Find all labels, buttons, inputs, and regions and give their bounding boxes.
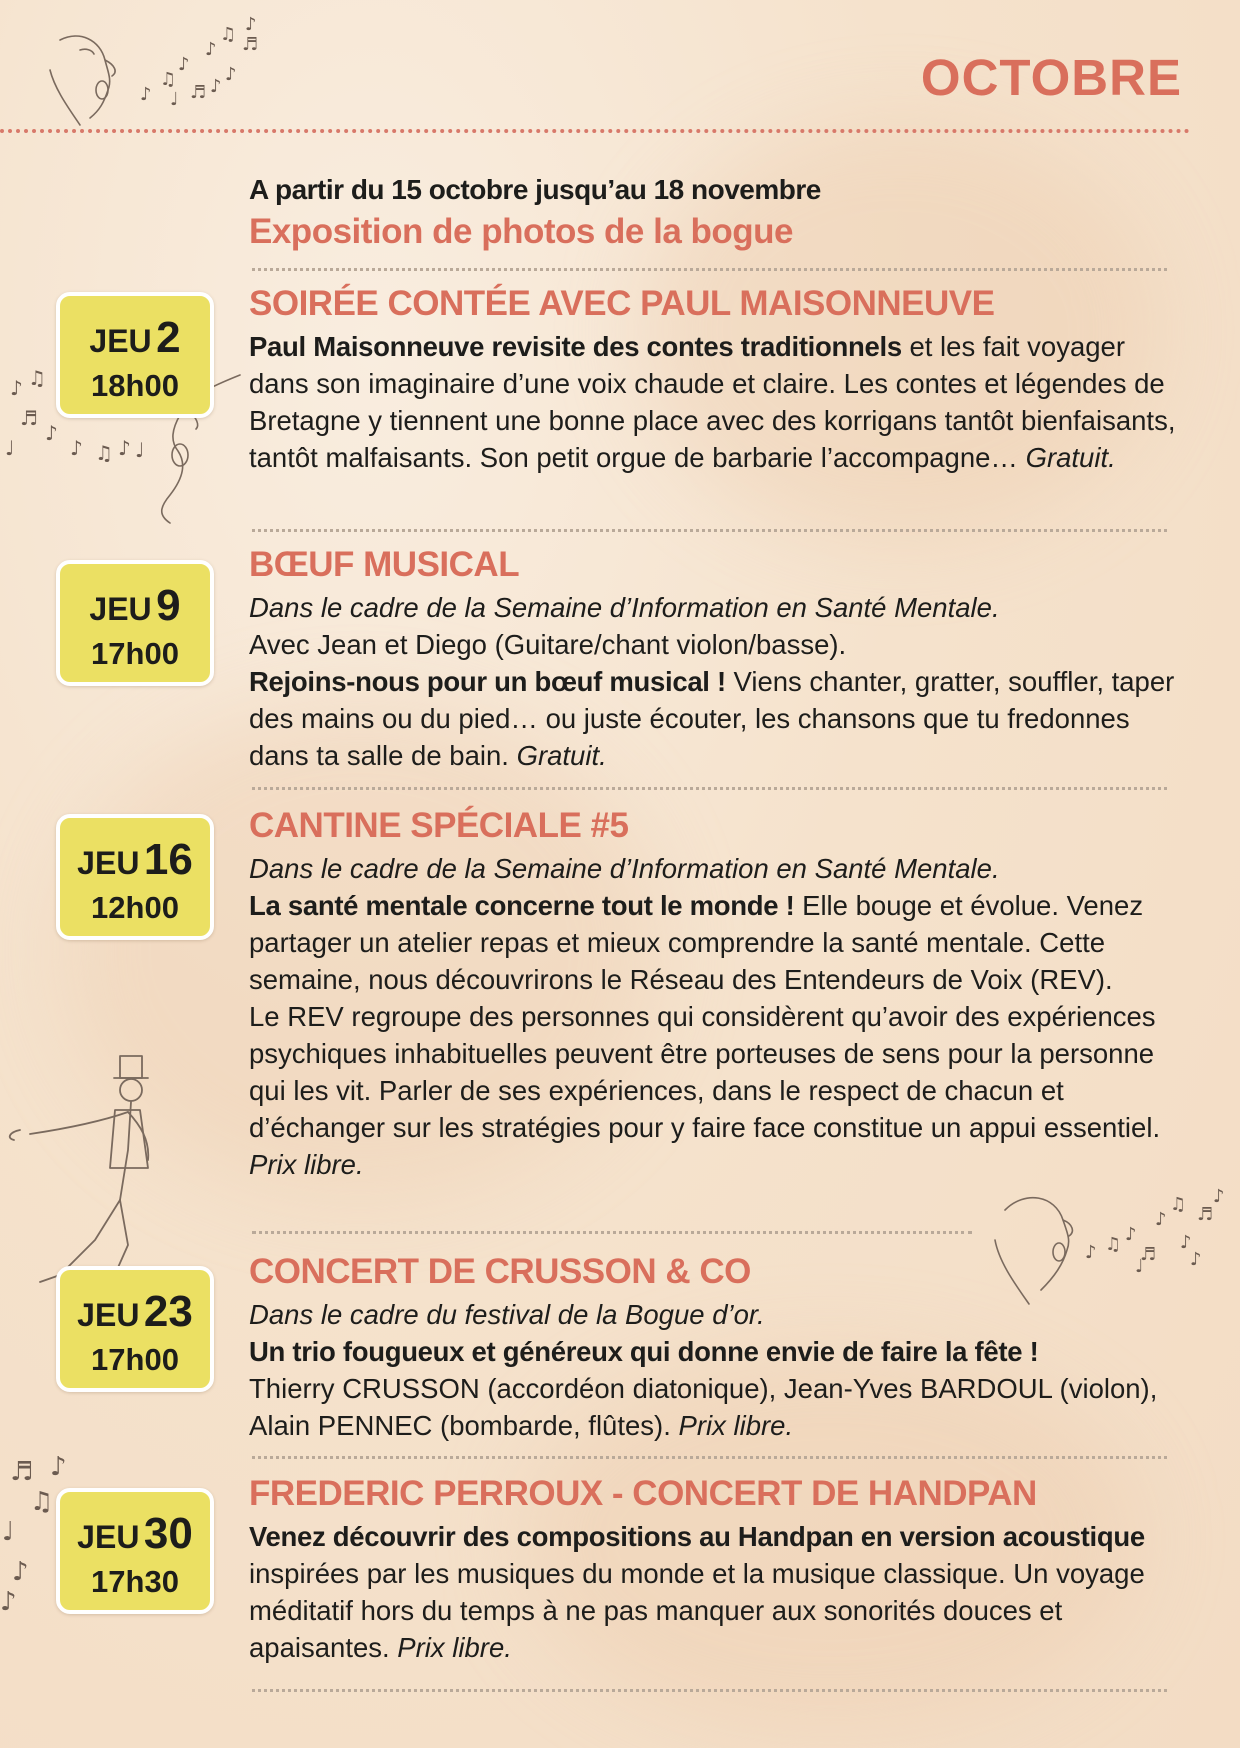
event-price: Prix libre. (397, 1632, 512, 1663)
date-badge (56, 560, 214, 686)
svg-text:♪: ♪ (178, 54, 190, 75)
event-lead: Rejoins-nous pour un bœuf musical ! (249, 666, 726, 697)
date-badge (56, 292, 214, 418)
svg-text:♪: ♪ (10, 376, 23, 400)
event-context-text: Dans le cadre de la Semaine d’Information en Santé Mentale. (249, 853, 1000, 884)
date-badge (56, 1266, 214, 1392)
divider (252, 1231, 972, 1234)
svg-text:♬: ♬ (10, 1457, 34, 1487)
svg-text:♫: ♫ (220, 24, 237, 45)
month-title: OCTOBRE (920, 49, 1182, 106)
badge-day (60, 1509, 210, 1564)
event-title: BŒUF MUSICAL (249, 545, 520, 584)
svg-text:♪: ♪ (1190, 1249, 1202, 1270)
event-price: Gratuit. (1025, 442, 1116, 473)
badge-day-name: JEU (77, 1297, 140, 1333)
badge-day-name: JEU (77, 1519, 140, 1555)
event-title: CANTINE SPÉCIALE #5 (249, 806, 629, 845)
event-line: Avec Jean et Diego (Guitare/chant violon/basse). (249, 629, 847, 660)
svg-text:♪: ♪ (140, 84, 152, 105)
badge-day-number: 23 (143, 1287, 193, 1336)
svg-text:♩: ♩ (2, 1517, 15, 1547)
badge-day (60, 835, 210, 890)
event-frederic-perroux (249, 1474, 1189, 1666)
exposition-title: Exposition de photos de la bogue (249, 212, 794, 251)
divider (252, 268, 1167, 271)
svg-text:♫: ♫ (28, 366, 46, 390)
event-soiree-contee (249, 284, 1189, 476)
svg-text:♪: ♪ (1155, 1209, 1167, 1230)
divider (252, 1456, 1167, 1459)
divider (252, 787, 1167, 790)
event-cantine-speciale (249, 806, 1189, 1183)
badge-day-number: 2 (156, 313, 181, 362)
event-title: CONCERT DE CRUSSON & CO (249, 1252, 751, 1291)
event-description-2 (249, 998, 1189, 1183)
dancing-man-icon (0, 1050, 190, 1300)
svg-text:♪: ♪ (50, 1452, 67, 1482)
badge-day-number: 9 (156, 581, 181, 630)
svg-text:♪: ♪ (1213, 1186, 1225, 1207)
badge-day-number: 16 (143, 835, 193, 884)
event-body: Viens chanter, gratter, souffler, taper des mains ou du pied… ou juste écouter, les chansons que tu fredonnes dans ta salle de bain. (249, 666, 1175, 771)
svg-text:♬: ♬ (20, 406, 38, 430)
svg-text:♪: ♪ (118, 436, 131, 460)
event-title: SOIRÉE CONTÉE AVEC PAUL MAISONNEUVE (249, 284, 995, 323)
badge-day (60, 581, 210, 636)
event-body: inspirées par les musiques du monde et la musique classique. Un voyage méditatif hors du temps à ne pas manquer aux sonorités douces et apaisantes. (249, 1558, 1145, 1663)
event-context (249, 850, 1189, 887)
divider (252, 1689, 1167, 1692)
event-context-text: Dans le cadre de la Semaine d’Information en Santé Mentale. (249, 592, 1000, 623)
svg-text:♪: ♪ (1180, 1232, 1192, 1253)
event-body-2: Le REV regroupe des personnes qui considèrent qu’avoir des expériences psychiques inhabituelles peuvent être porteuses de sens pour la personne qui les vit. Parler de ses expériences, dans le respect de chacun et d’échanger sur les stratégies pour y faire face constitue un appui essentiel. (249, 1001, 1161, 1143)
event-body: Elle bouge et évolue. Venez partager un atelier repas et mieux comprendre la santé mentale. Cette semaine, nous découvrirons le Réseau des Entendeurs de Voix (REV). (249, 890, 1144, 995)
svg-text:♫: ♫ (30, 1487, 54, 1517)
event-description (249, 1370, 1189, 1444)
svg-text:♪: ♪ (1125, 1224, 1137, 1245)
event-lead: La santé mentale concerne tout le monde ! (249, 890, 795, 921)
singing-face-icon (20, 10, 270, 130)
event-context-text: Dans le cadre du festival de la Bogue d’or. (249, 1299, 765, 1330)
badge-time: 18h00 (91, 368, 179, 403)
badge-day-name: JEU (89, 591, 152, 627)
svg-text:♪: ♪ (225, 64, 237, 85)
svg-text:♪: ♪ (0, 1587, 17, 1617)
svg-text:♬: ♬ (190, 82, 207, 103)
exposition-block (249, 174, 1149, 252)
svg-text:♩: ♩ (135, 438, 145, 462)
event-lead-line (249, 1333, 1189, 1370)
event-context (249, 589, 1189, 626)
svg-text:♩: ♩ (1135, 1256, 1144, 1277)
badge-day (60, 1287, 210, 1342)
svg-text:♪: ♪ (12, 1557, 29, 1587)
event-concert-crusson (249, 1252, 1189, 1444)
badge-day (60, 313, 210, 368)
event-description (249, 1518, 1189, 1666)
badge-time: 17h00 (91, 1342, 179, 1377)
event-boeuf-musical (249, 545, 1189, 774)
event-body: Thierry CRUSSON (accordéon diatonique), Jean-Yves BARDOUL (violon), Alain PENNEC (bombarde, flûtes). (249, 1373, 1158, 1441)
event-body: et les fait voyager dans son imaginaire d’une voix chaude et claire. Les contes et légendes de Bretagne y tiennent une bonne place avec des korrigans tantôt bienfaisants, tantôt malfaisants. Son petit orgue de barbarie l’accompagne… (249, 331, 1176, 473)
svg-text:♫: ♫ (1105, 1234, 1122, 1255)
svg-text:♪: ♪ (245, 14, 257, 35)
badge-time: 12h00 (91, 890, 179, 925)
event-lead: Paul Maisonneuve revisite des contes traditionnels (249, 331, 902, 362)
svg-text:♪: ♪ (210, 76, 222, 97)
svg-text:♫: ♫ (1170, 1194, 1187, 1215)
event-description (249, 663, 1189, 774)
date-badge (56, 1488, 214, 1614)
event-context (249, 1296, 1189, 1333)
svg-text:♪: ♪ (70, 436, 83, 460)
svg-text:♪: ♪ (205, 39, 217, 60)
svg-text:♬: ♬ (1140, 1244, 1157, 1265)
badge-day-name: JEU (77, 845, 140, 881)
svg-text:♩: ♩ (5, 436, 15, 460)
svg-text:♬: ♬ (1197, 1204, 1214, 1225)
event-title: FREDERIC PERROUX - CONCERT DE HANDPAN (249, 1474, 1037, 1513)
header-divider (0, 129, 1190, 133)
badge-time: 17h30 (91, 1564, 179, 1599)
divider (252, 529, 1167, 532)
svg-text:♩: ♩ (170, 89, 179, 110)
svg-text:♪: ♪ (1085, 1242, 1097, 1263)
event-lead: Un trio fougueux et généreux qui donne envie de faire la fête ! (249, 1336, 1039, 1367)
badge-time: 17h00 (91, 636, 179, 671)
svg-text:♫: ♫ (160, 69, 177, 90)
svg-text:♪: ♪ (45, 421, 58, 445)
badge-day-name: JEU (89, 323, 152, 359)
event-price: Prix libre. (249, 1149, 364, 1180)
badge-day-number: 30 (143, 1509, 193, 1558)
svg-text:♬: ♬ (242, 34, 259, 55)
event-lead: Venez découvrir des compositions au Handpan en version acoustique (249, 1521, 1145, 1552)
event-price: Prix libre. (678, 1410, 794, 1441)
event-price: Gratuit. (516, 740, 607, 771)
date-badge (56, 814, 214, 940)
event-description (249, 328, 1189, 476)
event-description (249, 887, 1189, 998)
exposition-dates: A partir du 15 octobre jusqu’au 18 novembre (249, 174, 821, 205)
svg-text:♫: ♫ (95, 441, 113, 465)
